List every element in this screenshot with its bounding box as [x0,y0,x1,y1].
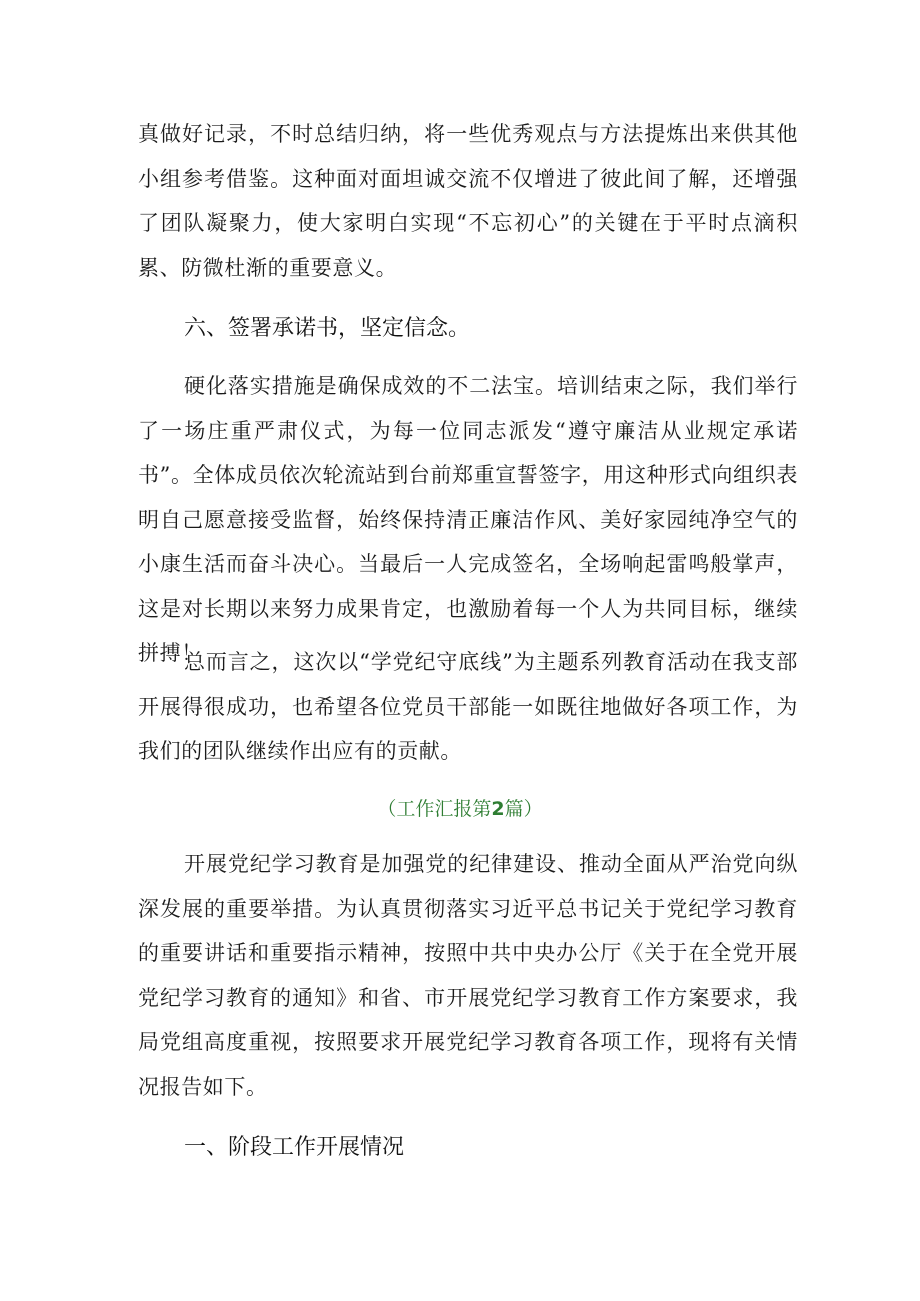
heading-stage-work: 一、阶段工作开展情况 [184,1135,405,1160]
paragraph-record-summary: 真做好记录，不时总结归纳，将一些优秀观点与方法提炼出来供其他小组参考借鉴。这种面对面坦诚交流不仅增进了彼此间了解，还增强了团队凝聚力，使大家明白实现“不忘初心”的关键在于平时点滴积累、防微杜渐的重要意义。 [138,122,798,280]
paragraph-conclusion: 总而言之，这次以“学党纪守底线”为主题系列教育活动在我支部开展得很成功，也希望各位党员干部能一如既往地做好各项工作，为我们的团队继续作出应有的贡献。 [138,650,798,763]
heading-sign-commitment: 六、签署承诺书，坚定信念。 [184,316,471,341]
subtitle-suffix: 篇） [504,798,543,820]
paragraph-report-intro: 开展党纪学习教育是加强党的纪律建设、推动全面从严治党向纵深发展的重要举措。为认真贯彻落实习近平总书记关于党纪学习教育的重要讲话和重要指示精神，按照中共中央办公厅《关于在全党开展党纪学习教育的通知》和省、市开展党纪学习教育工作方案要求，我局党组高度重视，按照要求开展党纪学习教育各项工作，现将有关情况报告如下。 [138,852,798,1099]
paragraph-commitment-ceremony: 硬化落实措施是确保成效的不二法宝。培训结束之际，我们举行了一场庄重严肃仪式，为每一位同志派发“遵守廉洁从业规定承诺书”。全体成员依次轮流站到台前郑重宣誓签字，用这种形式向组织表明自己愿意接受监督，始终保持清正廉洁作风、美好家园纯净空气的小康生活而奋斗决心。当最后一人完成签名，全场响起雷鸣般掌声，这是对长期以来努力成果肯定，也激励着每一个人为共同目标，继续拼搏！ [138,374,798,665]
subtitle-number: 2 [491,798,505,820]
subtitle-prefix: （工作汇报第 [377,798,492,820]
section-subtitle [0,796,920,822]
